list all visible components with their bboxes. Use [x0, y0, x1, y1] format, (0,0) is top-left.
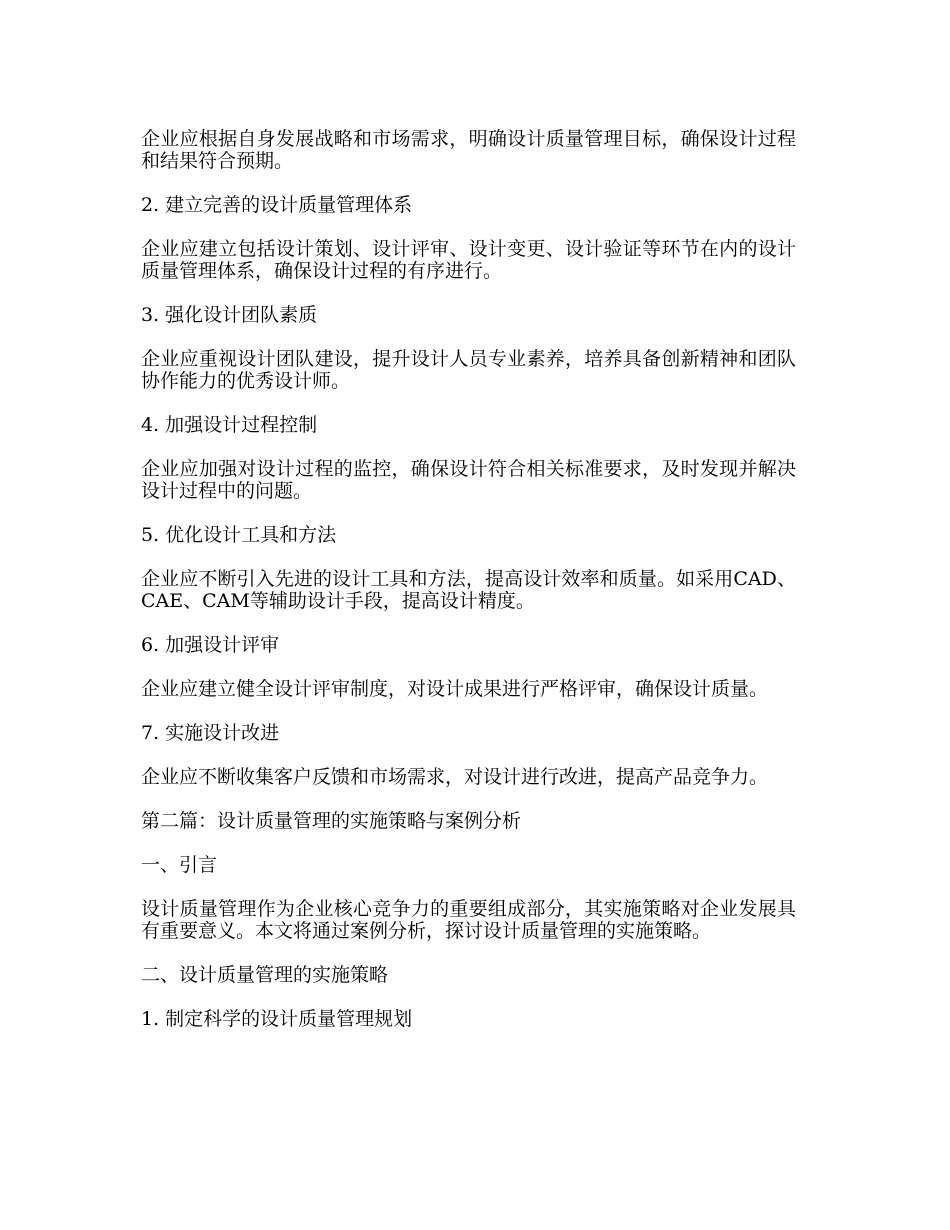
heading-quality-planning: 1. 制定科学的设计质量管理规划 — [141, 1008, 413, 1030]
heading-team-quality: 3. 强化设计团队素质 — [141, 304, 318, 326]
heading-process-control: 4. 加强设计过程控制 — [141, 414, 318, 436]
paragraph-design-review: 企业应建立健全设计评审制度，对设计成果进行严格评审，确保设计质量。 — [141, 678, 769, 700]
paragraph-introduction: 设计质量管理作为企业核心竞争力的重要组成部分，其实施策略对企业发展具有重要意义。本文将通过案例分析，探讨设计质量管理的实施策略。 — [141, 898, 796, 942]
heading-build-system: 2. 建立完善的设计质量管理体系 — [141, 194, 413, 216]
paragraph-quality-goals: 企业应根据自身发展战略和市场需求，明确设计质量管理目标，确保设计过程和结果符合预期。 — [141, 128, 796, 172]
paragraph-team-quality: 企业应重视设计团队建设，提升设计人员专业素养，培养具备创新精神和团队协作能力的优秀设计师。 — [141, 348, 796, 392]
paragraph-build-system: 企业应建立包括设计策划、设计评审、设计变更、设计验证等环节在内的设计质量管理体系，确保设计过程的有序进行。 — [141, 238, 796, 282]
paragraph-tools-methods: 企业应不断引入先进的设计工具和方法，提高设计效率和质量。如采用CAD、CAE、CAM等辅助设计手段，提高设计精度。 — [141, 568, 796, 612]
document-page — [141, 128, 796, 1052]
heading-tools-methods: 5. 优化设计工具和方法 — [141, 524, 337, 546]
section-introduction-heading: 一、引言 — [141, 854, 218, 876]
section-strategies-heading: 二、设计质量管理的实施策略 — [141, 964, 389, 986]
part-two-title: 第二篇：设计质量管理的实施策略与案例分析 — [141, 810, 522, 832]
paragraph-process-control: 企业应加强对设计过程的监控，确保设计符合相关标准要求，及时发现并解决设计过程中的问题。 — [141, 458, 796, 502]
heading-design-improvement: 7. 实施设计改进 — [141, 722, 280, 744]
paragraph-design-improvement: 企业应不断收集客户反馈和市场需求，对设计进行改进，提高产品竞争力。 — [141, 766, 769, 788]
heading-design-review: 6. 加强设计评审 — [141, 634, 280, 656]
